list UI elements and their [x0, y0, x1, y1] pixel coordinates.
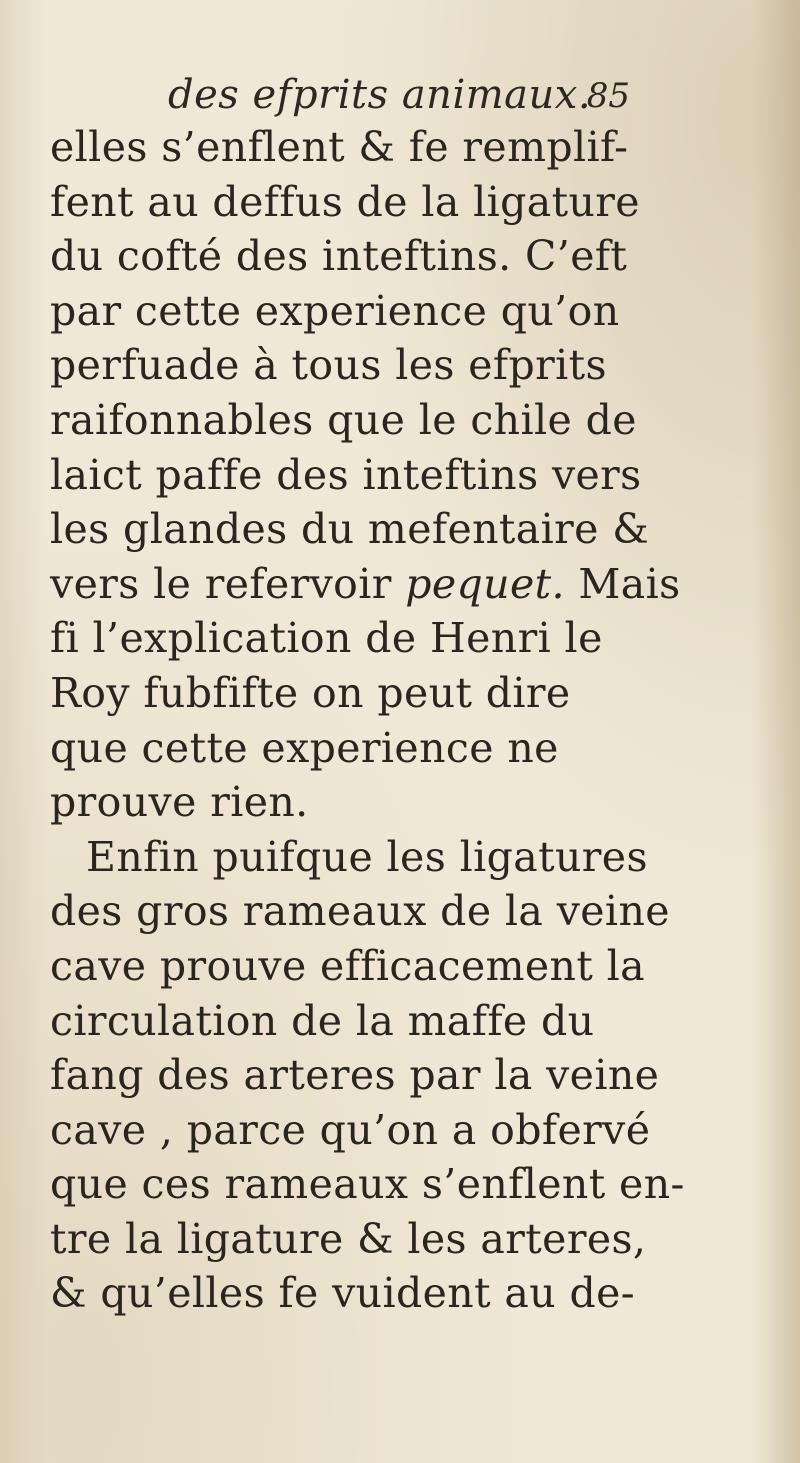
text-line: elles s’enflent & fe remplif- — [50, 123, 629, 171]
text-fragment: Mais — [564, 559, 681, 608]
italic-term: pequet. — [405, 559, 565, 608]
paragraph-start-line: Enfin puifque les ligatures — [86, 832, 648, 881]
page-number: 85 — [586, 76, 630, 116]
text-line: circulation de la maffe du — [50, 996, 595, 1045]
text-fragment: vers le refervoir — [50, 559, 406, 608]
text-line: que ces rameaux s’enflent en- — [50, 1160, 685, 1209]
text-line: que cette experience ne — [50, 723, 559, 772]
body-text — [50, 120, 770, 1321]
text-line: cave , parce qu’on a obfervé — [50, 1105, 651, 1154]
text-line: du cofté des inteftins. C’eft — [50, 232, 628, 281]
text-line: Roy fubfifte on peut dire — [50, 668, 571, 717]
running-head: des efprits animaux. — [168, 72, 592, 118]
text-line: raifonnables que le chile de — [50, 395, 637, 444]
text-line: & qu’elles fe vuident au de- — [50, 1269, 636, 1318]
text-line: par cette experience qu’on — [50, 286, 620, 335]
text-line: fent au deffus de la ligature — [50, 177, 640, 226]
text-line: cave prouve efficacement la — [50, 941, 646, 990]
text-line: perfuade à tous les efprits — [50, 341, 607, 390]
text-line — [50, 557, 770, 612]
text-line: des gros rameaux de la veine — [50, 887, 670, 936]
text-line: tre la ligature & les arteres, — [50, 1214, 647, 1263]
text-line: les glandes du mefentaire & — [50, 505, 650, 554]
page-header — [160, 64, 640, 124]
text-line: prouve rien. — [50, 778, 309, 827]
text-line: fi l’explication de Henri le — [50, 614, 603, 663]
text-line: laict paffe des inteftins vers — [50, 450, 642, 499]
text-line: fang des arteres par la veine — [50, 1051, 660, 1100]
